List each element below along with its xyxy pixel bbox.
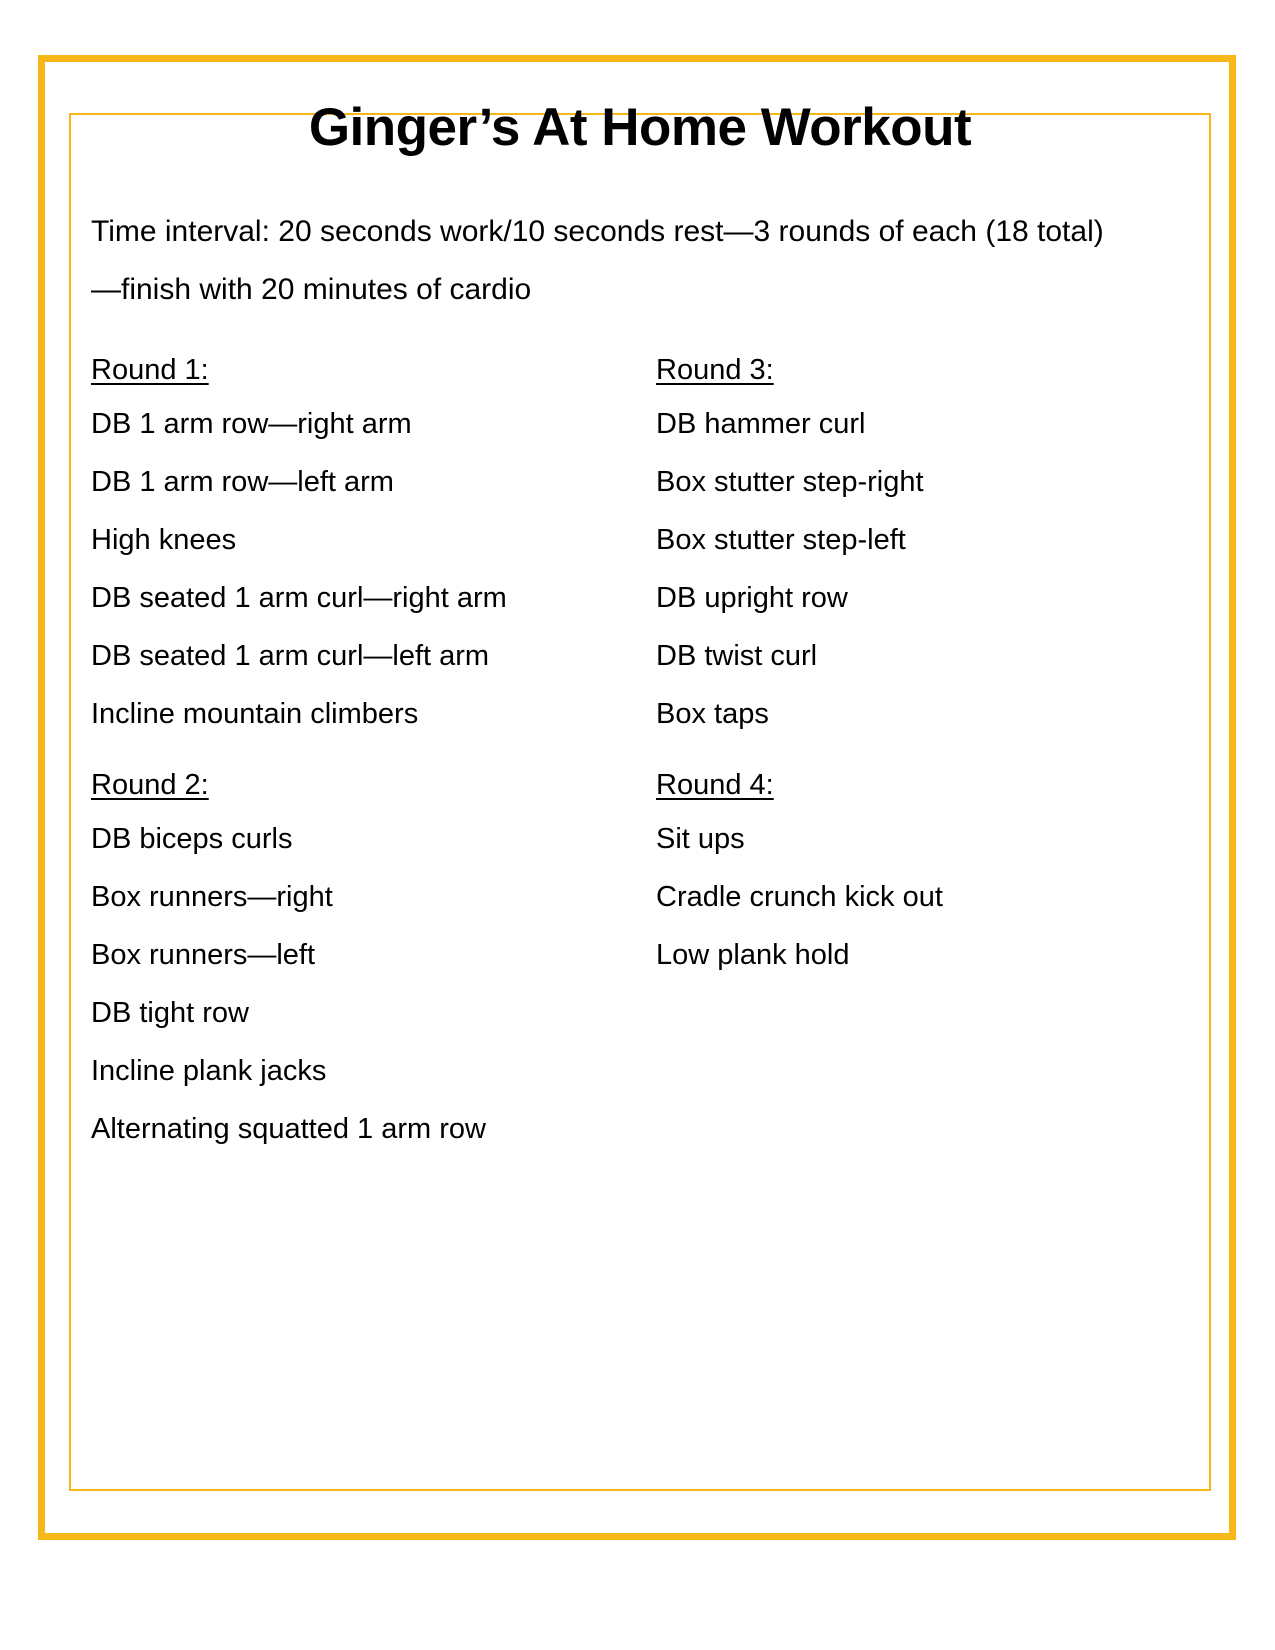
exercise-item: Low plank hold (656, 938, 850, 971)
exercise-item: DB upright row (656, 581, 848, 614)
exercise-item: Box stutter step-right (656, 465, 924, 498)
exercise-item: Box stutter step-left (656, 523, 906, 556)
left-column (91, 350, 640, 1162)
exercise-item: DB seated 1 arm curl—left arm (91, 639, 490, 672)
round-heading-4: Round 4: (656, 768, 774, 801)
round-block-4 (656, 765, 1189, 984)
round-heading-2: Round 2: (91, 768, 209, 801)
exercise-item: Box runners—right (91, 880, 333, 913)
exercise-item: DB tight row (91, 996, 249, 1029)
round-block-1 (91, 350, 630, 743)
page-title: Ginger’s At Home Workout (308, 98, 972, 157)
exercise-item: Box runners—left (91, 938, 316, 971)
exercise-item: DB twist curl (656, 639, 818, 672)
exercise-item: DB seated 1 arm curl—right arm (91, 581, 507, 614)
exercise-item: DB 1 arm row—right arm (91, 407, 412, 440)
round-heading-1: Round 1: (91, 353, 209, 386)
exercise-item: Incline plank jacks (91, 1054, 327, 1087)
exercise-item: Alternating squatted 1 arm row (91, 1112, 486, 1145)
intro-paragraph: Time interval: 20 seconds work/10 seconds rest—3 rounds of each (18 total)—finish with 20 minutes of cardio (91, 214, 1104, 307)
round-block-2 (91, 765, 630, 1158)
exercise-item: Incline mountain climbers (91, 697, 419, 730)
outer-decorative-border (38, 55, 1236, 1540)
round-heading-3: Round 3: (656, 353, 774, 386)
exercise-item: Box taps (656, 697, 769, 730)
exercise-item: Cradle crunch kick out (656, 880, 943, 913)
exercise-item: DB hammer curl (656, 407, 866, 440)
exercise-item: DB biceps curls (91, 822, 293, 855)
right-column (640, 350, 1189, 1162)
rounds-columns (91, 350, 1189, 1162)
document-content (91, 92, 1189, 1513)
exercise-item: Sit ups (656, 822, 745, 855)
exercise-item: High knees (91, 523, 237, 556)
round-block-3 (656, 350, 1189, 743)
exercise-item: DB 1 arm row—left arm (91, 465, 394, 498)
